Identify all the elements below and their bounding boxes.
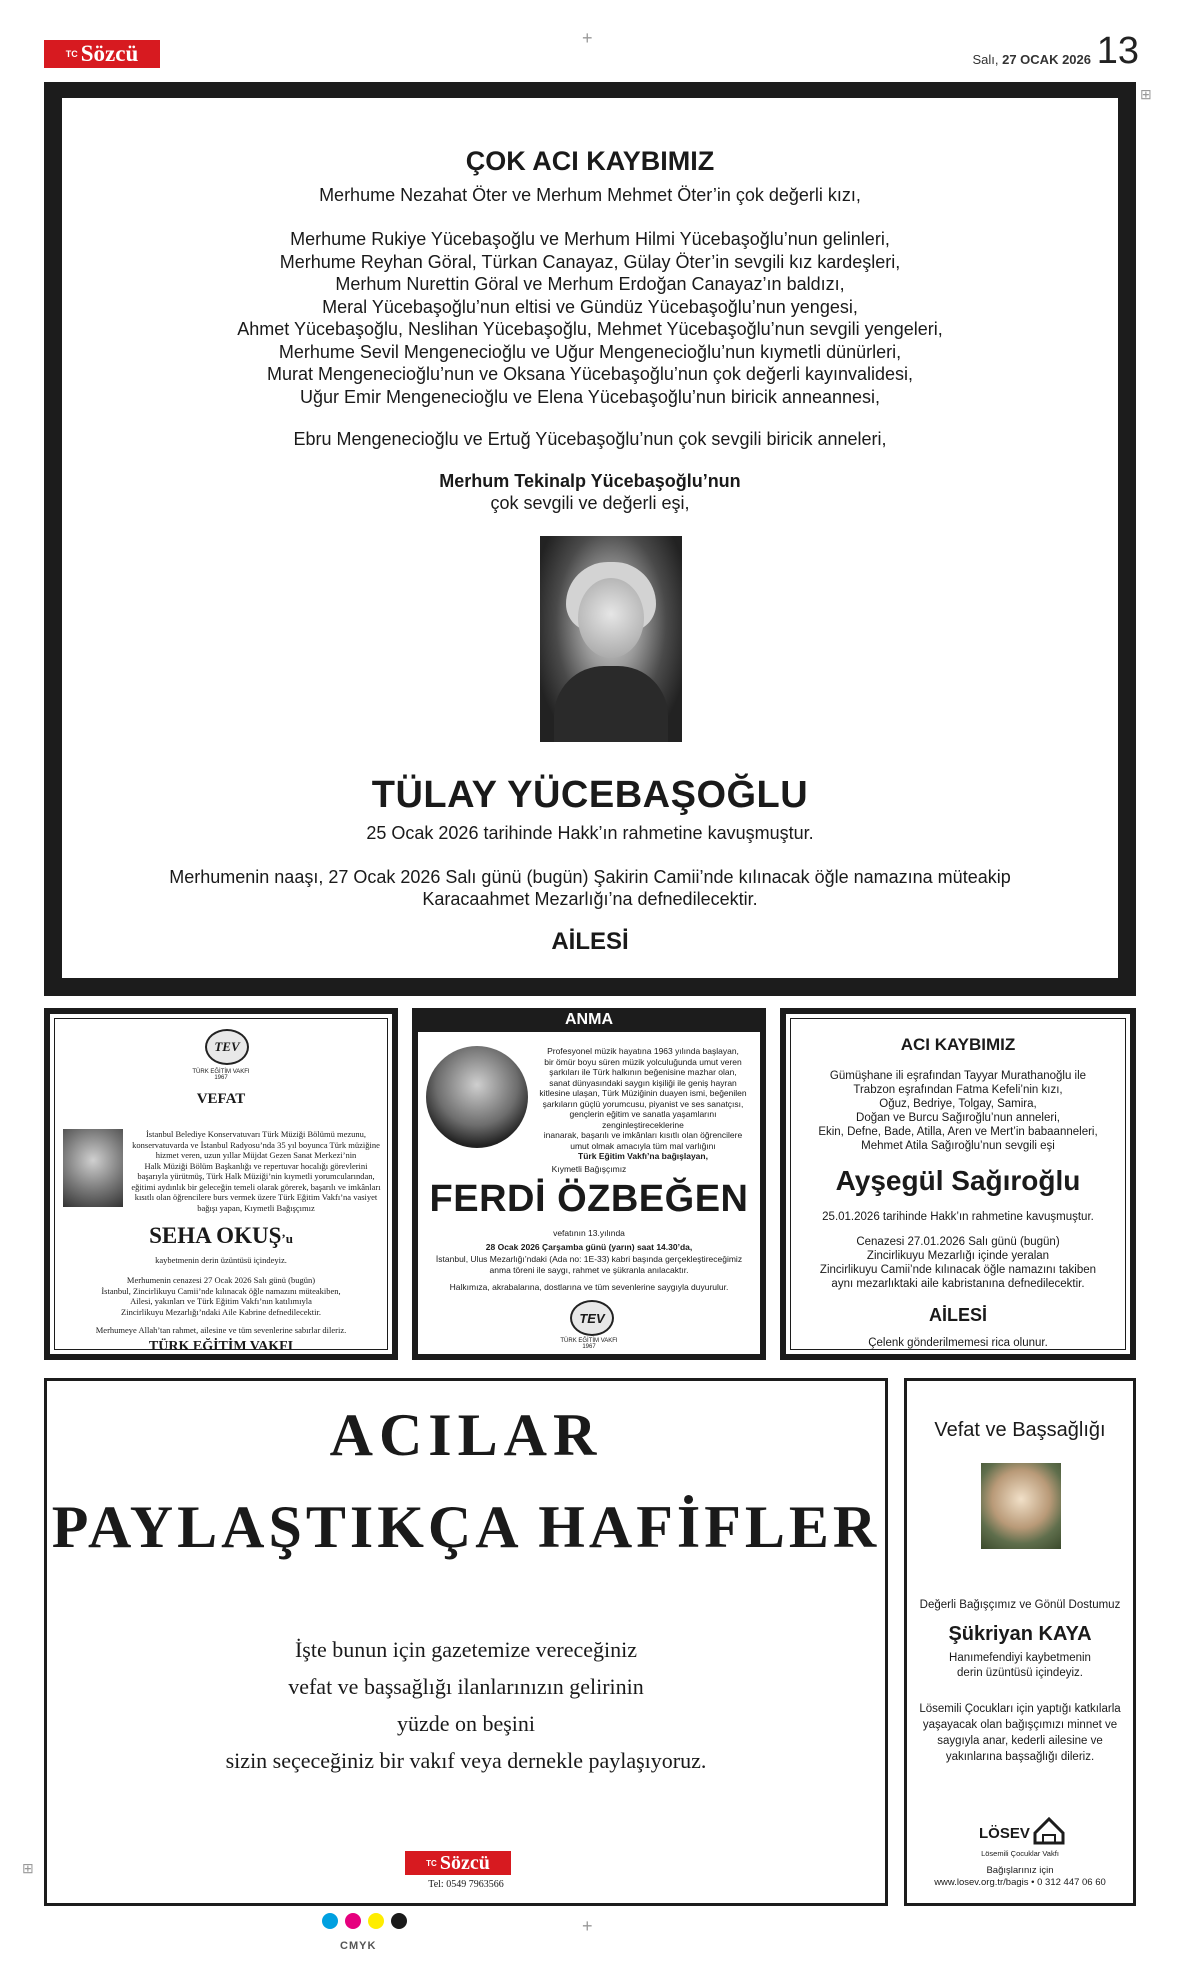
obituary-spouse: Merhum Tekinalp Yücebaşoğlu’nun bbox=[439, 471, 741, 491]
anma-closing: Halkımıza, akrabalarına, dostlarına ve tüm sevenlerine saygıyla duyurulur. bbox=[449, 1282, 729, 1292]
box3-note: Çelenk gönderilmemesi rica olunur. bbox=[868, 1337, 1048, 1349]
funeral-info-1: Merhumenin naaşı, 27 Ocak 2026 Salı günü (bugün) Şakirin Camii’nde kılınacak öğle namazına müteakip bbox=[169, 867, 1011, 887]
relative-line: Merhume Rukiye Yücebaşoğlu ve Merhum Hilmi Yücebaşoğlu’nun gelinleri, bbox=[290, 229, 890, 249]
registration-mark-icon: + bbox=[582, 1916, 593, 1936]
logo-text: Sözcü bbox=[80, 41, 139, 66]
losev-logo: LÖSEV bbox=[977, 1813, 1067, 1849]
anma-portrait bbox=[426, 1046, 528, 1148]
box3-title: ACI KAYBIMIZ bbox=[900, 1035, 1016, 1054]
cyan-mark-icon bbox=[322, 1913, 338, 1929]
donate-label: Bağışlarınız için bbox=[986, 1865, 1054, 1876]
funeral-text: Merhumenin cenazesi 27 Ocak 2026 Salı günü (bugün) İstanbul, Zincirlikuyu Camii’nde kılınacak öğle namazını müteakiben, Ailesi, yakınları ve Türk Eğitim Vakfı’nın katılımıyla Zincirlikuyu Mezarlığı’ndaki Aile Kabrine defnedilecektir. bbox=[101, 1275, 341, 1317]
obituary-spouse-rest: çok sevgili ve değerli eşi, bbox=[490, 493, 690, 513]
issue-date: Salı, 27 OCAK 2026 bbox=[972, 52, 1091, 67]
relative-line: Merhume Sevil Mengenecioğlu ve Uğur Mengenecioğlu’nun kıymetli dünürleri, bbox=[278, 341, 902, 362]
condolence-text: Merhumeye Allah’tan rahmet, ailesine ve tüm sevenlerine sabırlar dileriz. bbox=[95, 1325, 347, 1335]
main-obituary bbox=[44, 82, 1136, 996]
magenta-mark-icon bbox=[345, 1913, 361, 1929]
losev-notice bbox=[904, 1378, 1136, 1906]
anma-years: vefatının 13.yılında bbox=[553, 1228, 625, 1238]
relative-line: Ahmet Yücebaşoğlu, Neslihan Yücebaşoğlu, Mehmet Yücebaşoğlu’nun sevgili yengeleri, bbox=[237, 319, 943, 339]
side-intro: Değerli Bağışçımız ve Gönül Dostumuz bbox=[919, 1599, 1121, 1611]
main-obituary-content bbox=[62, 98, 1118, 978]
tev-logo-subtitle: TÜRK EĞİTİM VAKFI 1967 bbox=[560, 1338, 618, 1350]
tev-logo-subtitle: TÜRK EĞİTİM VAKFI 1967 bbox=[192, 1069, 250, 1081]
box3-death: 25.01.2026 tarihinde Hakk’ın rahmetine kavuşmuştur. bbox=[822, 1211, 1094, 1223]
relative-line: Merhum Nurettin Göral ve Merhum Erdoğan Canayaz’ın baldızı, bbox=[335, 274, 845, 294]
sozcu-logo bbox=[44, 40, 160, 68]
black-mark-icon bbox=[391, 1913, 407, 1929]
donor-label: Kıymetli Bağışçımız bbox=[551, 1164, 627, 1174]
registration-mark-icon: + bbox=[582, 28, 593, 48]
anma-name: FERDİ ÖZBEĞEN bbox=[429, 1178, 749, 1220]
promo-phone: Tel: 0549 7963566 bbox=[428, 1879, 504, 1890]
family-signature: AİLESİ bbox=[551, 928, 629, 955]
anma-header: ANMA bbox=[412, 1008, 766, 1032]
deceased-name: SEHA OKUŞ’u bbox=[149, 1223, 293, 1248]
anma-notice bbox=[412, 1008, 766, 1360]
deceased-name: TÜLAY YÜCEBAŞOĞLU bbox=[371, 774, 809, 816]
box3-signature: AİLESİ bbox=[928, 1305, 987, 1325]
promo-box bbox=[44, 1378, 888, 1906]
side-loss: Hanımefendiyi kaybetmenin derin üzüntüsü içindeyiz. bbox=[949, 1652, 1091, 1679]
sagiroglu-obituary bbox=[780, 1008, 1136, 1360]
promo-line-1: ACILAR bbox=[329, 1402, 603, 1468]
side-title: Vefat ve Başsağlığı bbox=[934, 1419, 1106, 1441]
losev-subtitle: Lösemili Çocuklar Vakfı bbox=[981, 1849, 1059, 1858]
anma-date: 28 Ocak 2026 Çarşamba günü (yarın) saat 14.30’da, bbox=[485, 1242, 693, 1252]
side-portrait bbox=[981, 1463, 1061, 1549]
funeral-info-2: Karacaahmet Mezarlığı’na defnedilecektir. bbox=[422, 889, 758, 909]
relative-line: Uğur Emir Mengenecioğlu ve Elena Yücebaşoğlu’nun biricik anneannesi, bbox=[299, 386, 881, 407]
promo-line-2: PAYLAŞTIKÇA HAFİFLER bbox=[51, 1494, 881, 1560]
tev-logo-icon: TEV bbox=[205, 1029, 249, 1065]
anma-place-1: İstanbul, Ulus Mezarlığı’ndaki (Ada no: 1E-33) kabri başında gerçekleştireceğimiz bbox=[435, 1254, 743, 1264]
side-text: Lösemili Çocukları için yaptığı katkılarla yaşayacak olan bağışçımızı minnet ve saygıyla anar, kederli ailesine ve yakınlarına başsağlığı dileriz. bbox=[919, 1703, 1121, 1763]
cmyk-label: CMYK bbox=[340, 1940, 377, 1952]
obituary-title: ÇOK ACI KAYBIMIZ bbox=[465, 146, 715, 176]
death-date: 25 Ocak 2026 tarihinde Hakk’ın rahmetine kavuşmuştur. bbox=[366, 823, 814, 843]
obituary-parent-line: Merhume Nezahat Öter ve Merhum Mehmet Öter’in çok değerli kızı, bbox=[319, 185, 861, 205]
logo-prefix: TC bbox=[65, 49, 78, 59]
deceased-portrait bbox=[540, 536, 682, 742]
relative-line: Meral Yücebaşoğlu’nun eltisi ve Gündüz Yücebaşoğlu’nun yengesi, bbox=[322, 296, 858, 317]
yellow-mark-icon bbox=[368, 1913, 384, 1929]
donate-contact: www.losev.org.tr/bagis • 0 312 447 06 60 bbox=[934, 1877, 1106, 1888]
promo-text: İşte bunun için gazetemize vereceğiniz vefat ve başsağlığı ilanlarınızın gelirinin yüzde on beşini sizin seçeceğiniz bir vakıf veya dernekle paylaşıyoruz. bbox=[225, 1637, 707, 1773]
side-name: Şükriyan KAYA bbox=[948, 1623, 1092, 1645]
box3-relatives: Gümüşhane ili eşrafından Tayyar Murathanoğlu ile Trabzon eşrafından Fatma Kefeli’nin kızı, Oğuz, Bedriye, Tolgay, Samira, Doğan ve Burcu Sağıroğlu’nun anneleri, Ekin, Defne, Bade, Atilla, Aren ve Mert’in babaanneleri, Mehmet Atila Sağıroğlu’nun sevgili eşi bbox=[818, 1070, 1098, 1152]
promo-sozcu-logo: TC Sözcü bbox=[405, 1851, 511, 1875]
tev-vefat-notice bbox=[44, 1008, 398, 1360]
vefat-heading: VEFAT bbox=[196, 1091, 246, 1107]
relative-line: Murat Mengenecioğlu’nun ve Oksana Yücebaşoğlu’nun çok değerli kayınvalidesi, bbox=[266, 364, 914, 384]
box3-name: Ayşegül Sağıroğlu bbox=[835, 1165, 1081, 1196]
relative-line: Merhume Reyhan Göral, Türkan Canayaz, Gülay Öter’in sevgili kız kardeşleri, bbox=[279, 251, 901, 272]
anma-place-2: anma töreni ile saygı, rahmet ve şükranla anılacaktır. bbox=[489, 1265, 689, 1275]
vefat-description: İstanbul Belediye Konservatuvarı Türk Müziği Bölümü mezunu, konservatuvarda ve İstanbul Radyosu’nda 35 yıl boyunca Türk müziğine hizmet veren, uzun yıllar Müjdat Gezen Sanat Merkezi’nin Halk Müziği Bölüm Başkanlığı ve repertuvar hocalığı görevlerini başarıyla yürütmüş, Türk Halk Müziği’nin kıymetli yorumcularından, eğitimi aydınlık bir geleceğin temeli olarak görerek, başarılı ve imkânları kısıtlı olan öğrencilere burs vermek üzere Türk Eğitim Vakfı’na vasiyet bağışı yapan, Kıymetli Bağışçımız bbox=[131, 1129, 381, 1213]
loss-text: kaybetmenin derin üzüntüsü içindeyiz. bbox=[155, 1255, 287, 1265]
tev-logo-icon: TEV bbox=[570, 1300, 614, 1336]
obituary-relatives bbox=[62, 228, 1118, 408]
box3-funeral: Cenazesi 27.01.2026 Salı günü (bugün) Zincirlikuyu Mezarlığı içinde yeralan Zincirlikuyu Camii’nde kılınacak öğle namazını takiben aynı mezarlıktaki aile kabristanına defnedilecektir. bbox=[819, 1236, 1097, 1290]
registration-mark-icon: ⊞ bbox=[22, 1860, 34, 1876]
page-number: 13 bbox=[1096, 30, 1139, 72]
obituary-mother-line: Ebru Mengenecioğlu ve Ertuğ Yücebaşoğlu’nun çok sevgili biricik anneleri, bbox=[293, 429, 887, 449]
tev-signature: TÜRK EĞİTİM VAKFI bbox=[148, 1339, 294, 1354]
anma-description: Profesyonel müzik hayatına 1963 yılında başlayan, bir ömür boyu süren müzik yolculuğunda umut veren şarkıları ile Türk halkının beğenisine mazhar olan, sanat dünyasındaki saygın kişiliği ile geniş hayran kitlesine ulaşan, Türk Müziğinin duayen ismi, beğenilen şarkıların güçlü yorumcusu, piyanist ve ses sanatçısı, gençlerin eğitim ve sanatla yaşamlarını zenginleştireceklerine inanarak, başarılı ve imkânları kısıtlı olan öğrencilere umut olmak amacıyla tüm mal varlığını Türk Eğitim Vakfı’na bağışlayan, bbox=[539, 1046, 747, 1161]
deceased-photo bbox=[63, 1129, 123, 1207]
registration-mark-icon: ⊞ bbox=[1140, 86, 1152, 102]
